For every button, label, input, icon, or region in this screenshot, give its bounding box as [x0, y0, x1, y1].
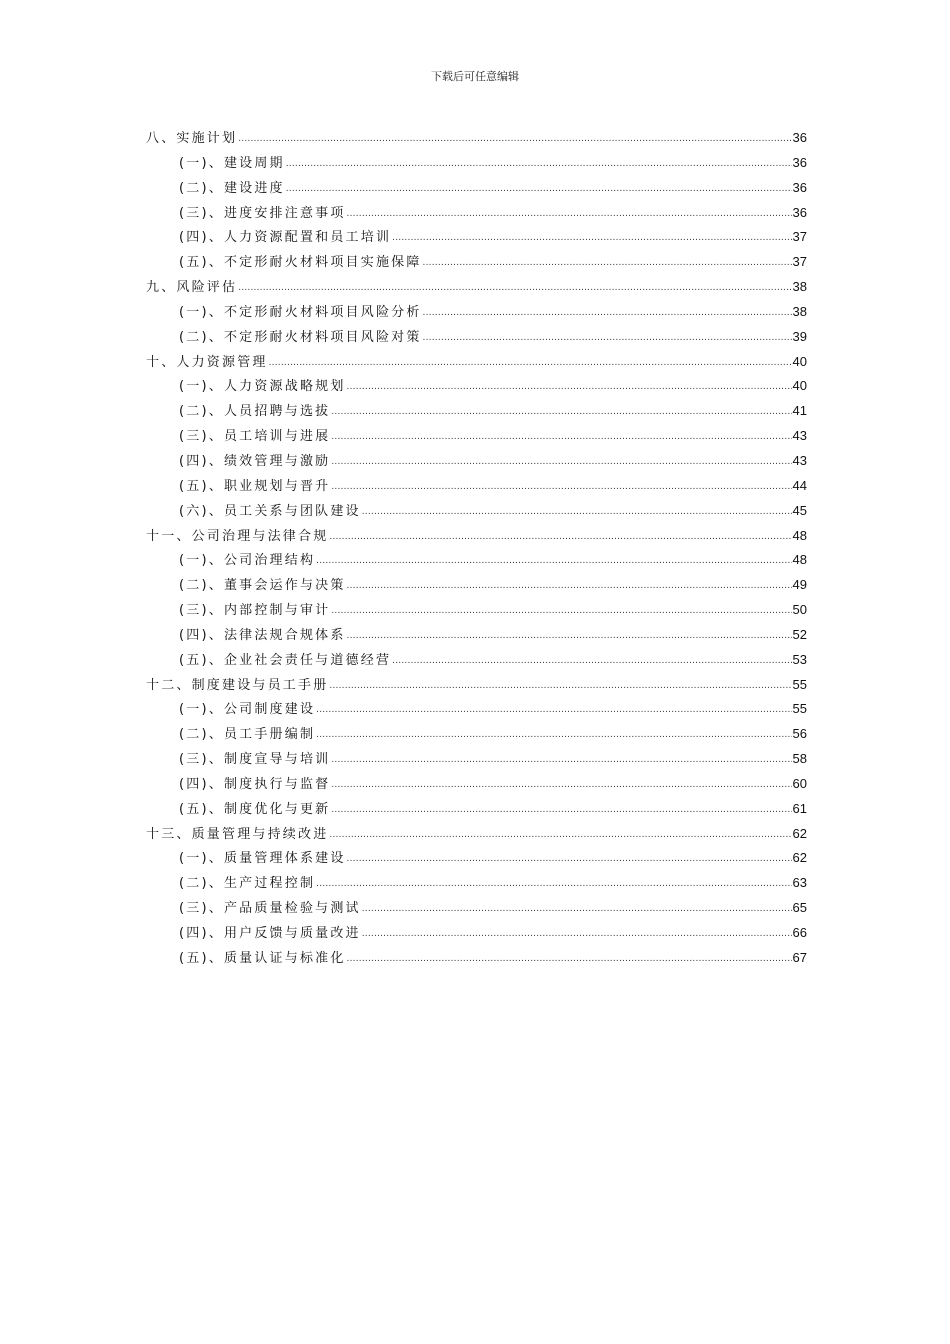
- toc-entry-title: (五)、制度优化与更新: [179, 801, 331, 817]
- toc-section-entry[interactable]: [146, 946, 807, 971]
- toc-section-entry[interactable]: [146, 176, 807, 201]
- toc-page-number: 36: [792, 154, 807, 170]
- toc-dot-leader: [316, 548, 791, 574]
- toc-dot-leader: [347, 946, 792, 972]
- toc-section-entry[interactable]: [146, 648, 807, 673]
- toc-section-entry[interactable]: [146, 871, 807, 896]
- toc-entry-title: 十、人力资源管理: [146, 354, 268, 370]
- toc-section-entry[interactable]: [146, 722, 807, 747]
- toc-section-entry[interactable]: [146, 399, 807, 424]
- toc-section-entry[interactable]: [146, 747, 807, 772]
- toc-section-entry[interactable]: [146, 250, 807, 275]
- toc-entry-title: (二)、生产过程控制: [179, 876, 316, 892]
- toc-dot-leader: [392, 225, 791, 251]
- toc-entry-title: (四)、用户反馈与质量改进: [179, 926, 361, 941]
- toc-dot-leader: [316, 722, 791, 748]
- toc-chapter-entry[interactable]: [146, 275, 807, 300]
- toc-entry-title: (三)、员工培训与进展: [179, 429, 331, 445]
- toc-dot-leader: [329, 524, 791, 550]
- toc-entry-title: (一)、公司制度建设: [179, 702, 316, 718]
- toc-page-number: 58: [792, 751, 807, 767]
- toc-dot-leader: [347, 573, 792, 599]
- toc-entry-title: (四)、绩效管理与激励: [179, 453, 331, 469]
- toc-page-number: 52: [792, 626, 807, 642]
- page-header: 下载后可任意编辑: [431, 70, 519, 83]
- toc-entry-title: (一)、人力资源战略规划: [179, 379, 346, 395]
- toc-page-number: 41: [792, 403, 807, 419]
- toc-page-number: 45: [792, 502, 807, 518]
- toc-page-number: 62: [792, 850, 807, 866]
- toc-section-entry[interactable]: [146, 474, 807, 499]
- toc-dot-leader: [423, 250, 792, 276]
- toc-dot-leader: [392, 648, 791, 674]
- toc-section-entry[interactable]: [146, 449, 807, 474]
- toc-section-entry[interactable]: [146, 499, 807, 524]
- toc-entry-title: (二)、人员招聘与选拔: [179, 404, 331, 420]
- toc-page-number: 37: [792, 229, 807, 245]
- toc-entry-title: 九、风险评估: [146, 280, 238, 296]
- toc-page-number: 48: [792, 527, 807, 543]
- toc-page-number: 50: [792, 602, 807, 618]
- toc-dot-leader: [347, 201, 792, 227]
- toc-page-number: 55: [792, 701, 807, 717]
- toc-section-entry[interactable]: [146, 573, 807, 598]
- toc-chapter-entry[interactable]: [146, 673, 807, 698]
- toc-section-entry[interactable]: [146, 325, 807, 350]
- toc-entry-title: 十一、公司治理与法律合规: [146, 528, 329, 544]
- toc-section-entry[interactable]: [146, 598, 807, 623]
- toc-entry-title: 十三、质量管理与持续改进: [146, 826, 329, 842]
- toc-dot-leader: [286, 151, 792, 177]
- toc-section-entry[interactable]: [146, 896, 807, 921]
- toc-page-number: 40: [792, 378, 807, 394]
- toc-page-number: 44: [792, 477, 807, 493]
- toc-page-number: 36: [792, 130, 807, 145]
- toc-dot-leader: [423, 300, 792, 326]
- toc-entry-title: (一)、公司治理结构: [179, 553, 316, 569]
- toc-dot-leader: [362, 499, 792, 525]
- toc-page-number: 48: [792, 552, 807, 568]
- toc-page-number: 63: [792, 875, 807, 891]
- toc-dot-leader: [238, 275, 791, 301]
- toc-page-number: 37: [792, 254, 807, 270]
- toc-dot-leader: [331, 747, 791, 773]
- toc-page-number: 60: [792, 775, 807, 791]
- toc-entry-title: (四)、法律法规合规体系: [179, 627, 346, 643]
- toc-section-entry[interactable]: [146, 548, 807, 573]
- toc-dot-leader: [316, 697, 791, 723]
- toc-entry-title: (五)、质量认证与标准化: [179, 950, 346, 966]
- toc-dot-leader: [423, 325, 792, 351]
- toc-dot-leader: [331, 424, 791, 450]
- toc-dot-leader: [269, 350, 792, 376]
- toc-entry-title: (二)、员工手册编制: [179, 727, 316, 743]
- toc-section-entry[interactable]: [146, 300, 807, 325]
- toc-page-number: 66: [792, 925, 807, 940]
- toc-chapter-entry[interactable]: [146, 524, 807, 549]
- toc-dot-leader: [331, 474, 791, 500]
- toc-dot-leader: [329, 822, 791, 848]
- toc-page-number: 49: [792, 577, 807, 593]
- toc-page-number: 61: [792, 800, 807, 816]
- toc-dot-leader: [286, 176, 792, 202]
- toc-entry-title: (五)、企业社会责任与道德经营: [179, 652, 392, 668]
- toc-dot-leader: [331, 797, 791, 823]
- toc-dot-leader: [347, 846, 792, 872]
- toc-dot-leader: [362, 896, 792, 922]
- toc-entry-title: 八、实施计划: [146, 131, 238, 146]
- toc-section-entry[interactable]: [146, 374, 807, 399]
- toc-section-entry[interactable]: [146, 424, 807, 449]
- toc-dot-leader: [331, 399, 791, 425]
- toc-dot-leader: [362, 921, 792, 947]
- toc-page-number: 38: [792, 279, 807, 295]
- toc-entry-title: (一)、不定形耐火材料项目风险分析: [179, 304, 422, 320]
- toc-entry-title: (三)、内部控制与审计: [179, 603, 331, 619]
- toc-section-entry[interactable]: [146, 225, 807, 250]
- toc-page-number: 39: [792, 328, 807, 344]
- toc-section-entry[interactable]: [146, 697, 807, 722]
- toc-page-number: 65: [792, 900, 807, 916]
- toc-dot-leader: [347, 374, 792, 400]
- toc-dot-leader: [316, 871, 791, 897]
- toc-dot-leader: [238, 126, 791, 152]
- table-of-contents: [146, 126, 807, 971]
- toc-section-entry[interactable]: [146, 772, 807, 797]
- toc-page-number: 40: [792, 353, 807, 369]
- toc-page-number: 43: [792, 428, 807, 444]
- toc-page-number: 55: [792, 676, 807, 692]
- toc-page-number: 53: [792, 651, 807, 667]
- toc-chapter-entry[interactable]: [146, 126, 807, 151]
- toc-entry-title: 十二、制度建设与员工手册: [146, 677, 329, 693]
- toc-page-number: 67: [792, 949, 807, 965]
- toc-entry-title: (一)、质量管理体系建设: [179, 851, 346, 867]
- toc-dot-leader: [331, 598, 791, 624]
- toc-section-entry[interactable]: [146, 797, 807, 822]
- toc-page-number: 62: [792, 825, 807, 841]
- toc-entry-title: (四)、制度执行与监督: [179, 776, 331, 792]
- toc-dot-leader: [331, 449, 791, 475]
- toc-dot-leader: [331, 772, 791, 798]
- toc-dot-leader: [347, 623, 792, 649]
- toc-page-number: 36: [792, 179, 807, 195]
- toc-dot-leader: [329, 673, 791, 699]
- toc-section-entry[interactable]: [146, 623, 807, 648]
- toc-entry-title: (六)、员工关系与团队建设: [179, 503, 361, 519]
- toc-entry-title: (五)、不定形耐火材料项目实施保障: [179, 255, 422, 271]
- toc-entry-title: (一)、建设周期: [179, 155, 285, 171]
- toc-entry-title: (五)、职业规划与晋升: [179, 478, 331, 494]
- toc-entry-title: (二)、不定形耐火材料项目风险对策: [179, 329, 422, 345]
- toc-entry-title: (三)、进度安排注意事项: [179, 205, 346, 221]
- toc-entry-title: (三)、产品质量检验与测试: [179, 901, 361, 917]
- toc-entry-title: (二)、董事会运作与决策: [179, 578, 346, 594]
- toc-entry-title: (三)、制度宣导与培训: [179, 752, 331, 768]
- toc-chapter-entry[interactable]: [146, 822, 807, 847]
- toc-page-number: 56: [792, 726, 807, 742]
- toc-section-entry[interactable]: [146, 151, 807, 176]
- toc-section-entry[interactable]: [146, 201, 807, 226]
- toc-entry-title: (四)、人力资源配置和员工培训: [179, 230, 392, 246]
- toc-section-entry[interactable]: [146, 846, 807, 871]
- toc-page-number: 38: [792, 303, 807, 319]
- toc-entry-title: (二)、建设进度: [179, 180, 285, 196]
- toc-page-number: 36: [792, 204, 807, 220]
- toc-section-entry[interactable]: [146, 921, 807, 946]
- toc-page-number: 43: [792, 452, 807, 468]
- toc-chapter-entry[interactable]: [146, 350, 807, 375]
